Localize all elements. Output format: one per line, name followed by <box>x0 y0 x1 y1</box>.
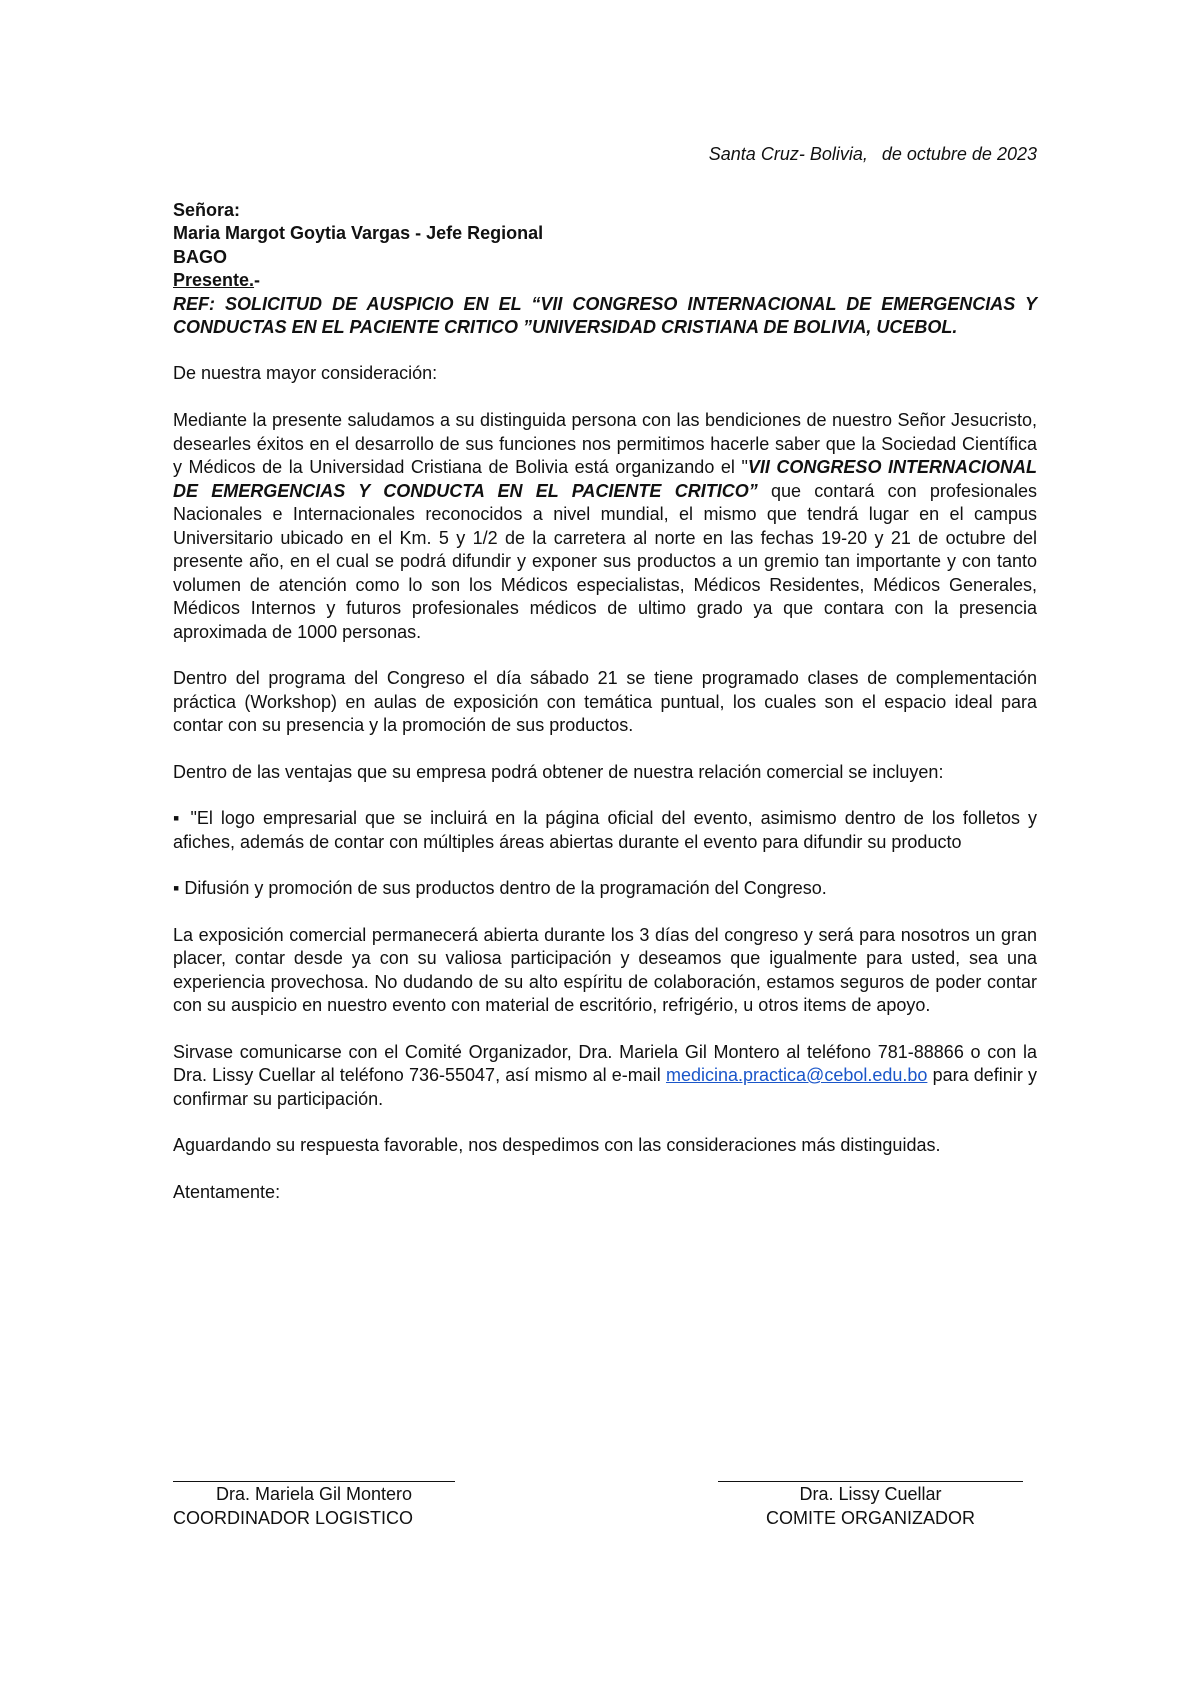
regards: Atentamente: <box>173 1181 281 1202</box>
signature-block-left <box>173 1481 455 1530</box>
email-link[interactable]: medicina.practica@cebol.edu.bo <box>665 1065 928 1085</box>
bullet-item-2: ▪ Difusión y promoción de sus productos dentro de la programación del Congreso. <box>173 878 827 898</box>
signature-title: COORDINADOR LOGISTICO <box>173 1507 414 1528</box>
signature-block-right <box>718 1481 1023 1530</box>
body-paragraph-1 <box>173 409 1037 644</box>
body-paragraph-5 <box>173 1041 1037 1112</box>
body-paragraph-3: Dentro de las ventajas que su empresa podrá obtener de nuestra relación comercial se incluyen: <box>173 761 944 782</box>
date-place: Santa Cruz- Bolivia, <box>708 144 868 164</box>
body1-rest: que contará con profesionales Nacionales e Internacionales reconocidos a nivel mundial, el mismo que tendrá lugar en el campus Universitario ubicado en el Km. 5 y 1/2 de la carretera al norte en las fechas 19-20 y 21 de octubre del presente año, en el cual se podrá difundir y exponer sus productos a un gremio tan importante y con tanto volumen de atención como lo son los Médicos especialistas, Médicos Residentes, Médicos Generales, Médicos Internos y futuros profesionales médicos de ultimo grado ya que contara con la presencia aproximada de 1000 personas. <box>173 480 1037 642</box>
signature-name: Dra. Lissy Cuellar <box>799 1484 942 1504</box>
signature-title: COMITE ORGANIZADOR <box>765 1507 975 1528</box>
body1-intro: Mediante la presente saludamos a su distinguida persona con las bendiciones de nuestro Señor Jesucristo, desearles éxitos en el desarrollo de sus funciones nos permitimos hacerle saber que la Sociedad Científica y Médicos de la Universidad Cristiana de Bolivia está organizando el " <box>173 410 1037 477</box>
addressee-name: Maria Margot Goytia Vargas - Jefe Regional <box>173 223 544 243</box>
signature-line <box>173 1481 455 1482</box>
body5-rest: para definir y confirmar su participación. <box>173 1065 1037 1109</box>
bullet-item-1: ▪ "El logo empresarial que se incluirá en la página oficial del evento, asimismo dentro de los folletos y afiches, además de contar con múltiples áreas abiertas durante el evento para difundir su producto <box>173 808 1037 852</box>
closing-paragraph: Aguardando su respuesta favorable, nos despedimos con las consideraciones más distinguidas. <box>173 1135 941 1155</box>
signature-line <box>718 1481 1023 1482</box>
reference-line: REF: SOLICITUD DE AUSPICIO EN EL “VII CONGRESO INTERNACIONAL DE EMERGENCIAS Y CONDUCTAS EN EL PACIENTE CRITICO ”UNIVERSIDAD CRISTIANA DE BOLIVIA, UCEBOL. <box>173 293 1037 337</box>
letter-date <box>173 143 1037 167</box>
addressee-salutation: Señora: <box>173 199 241 220</box>
date-rest: de octubre de 2023 <box>881 144 1037 164</box>
addressee-presente <box>173 269 1037 293</box>
body5-intro: Sirvase comunicarse con el Comité Organizador, Dra. Mariela Gil Montero al teléfono 781-88866 o con la Dra. Lissy Cuellar al teléfono 736-55047, así mismo al e-mail <box>173 1041 1037 1085</box>
body-paragraph-2: Dentro del programa del Congreso el día sábado 21 se tiene programado clases de complementación práctica (Workshop) en aulas de exposición con temática puntual, los cuales son el espacio ideal para contar con su presencia y la promoción de sus productos. <box>173 668 1037 735</box>
event-name: VII CONGRESO INTERNACIONAL DE EMERGENCIAS Y CONDUCTA EN EL PACIENTE CRITICO” <box>173 457 1037 501</box>
body-paragraph-4: La exposición comercial permanecerá abierta durante los 3 días del congreso y será para nosotros un gran placer, contar desde ya con su valiosa participación y deseamos que igualmente para usted, sea una experiencia provechosa. No dudando de su alto espíritu de colaboración, estamos seguros de poder contar con su auspicio en nuestro evento con material de escritório, refrigério, u otros items de apoyo. <box>173 924 1037 1015</box>
addressee-block <box>173 199 1037 293</box>
presente-word: Presente. <box>173 270 255 290</box>
greeting: De nuestra mayor consideración: <box>173 362 438 383</box>
signature-name: Dra. Mariela Gil Montero <box>215 1484 413 1504</box>
addressee-company: BAGO <box>173 246 227 267</box>
presente-suffix: - <box>254 270 261 290</box>
